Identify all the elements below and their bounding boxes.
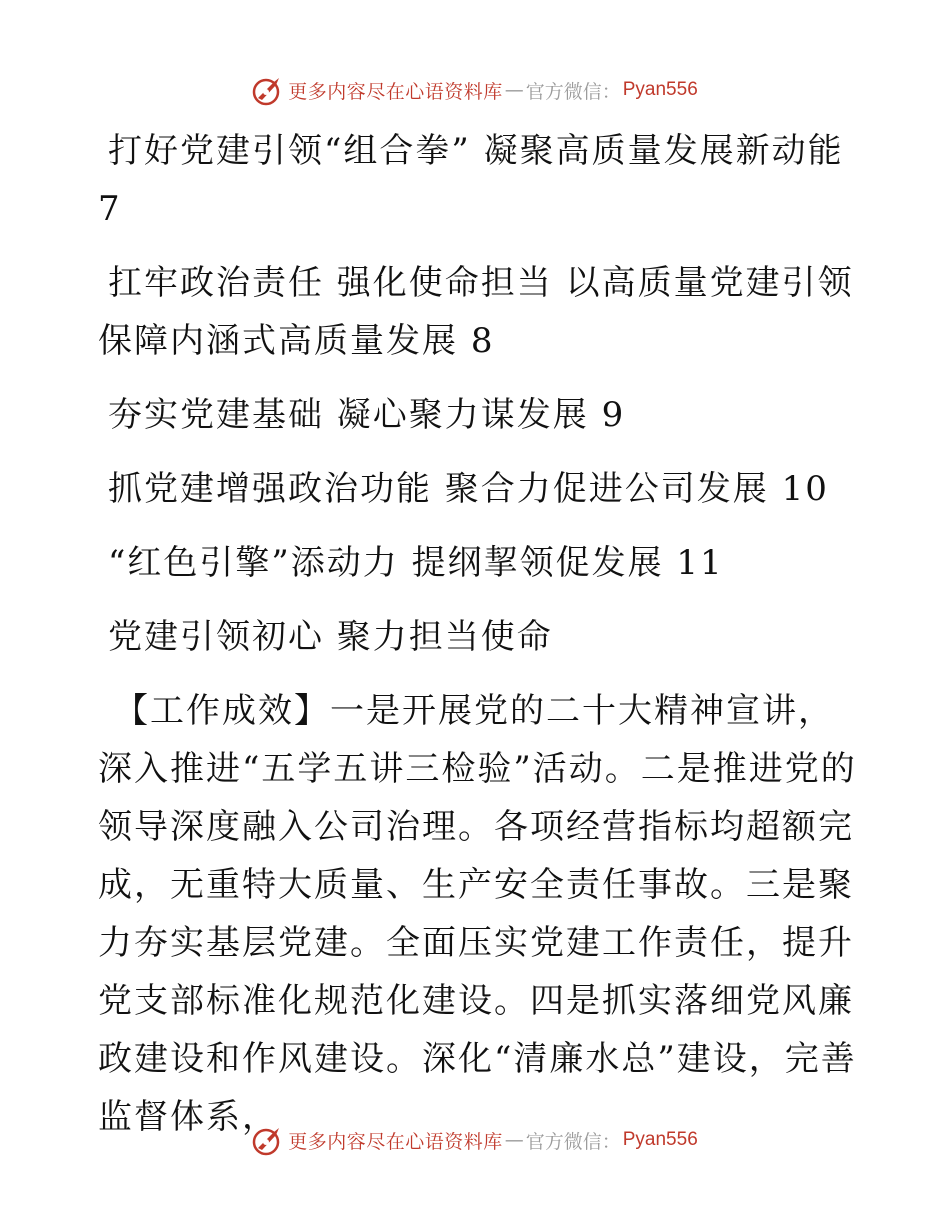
toc-entry-page: 7 (98, 189, 122, 229)
toc-entry-title: “红色引擎”添动力 提纲挈领促发展 (108, 543, 664, 583)
watermark-id: Pyan556 (622, 1129, 698, 1150)
toc-entry-page: 10 (781, 469, 829, 509)
section-heading (98, 608, 858, 666)
toc-entry-title: 扛牢政治责任 强化使命担当 以高质量党建引领保障内涵式高质量发展 (98, 263, 854, 361)
section-body-text: 【工作成效】一是开展党的二十大精神宣讲，深入推进“五学五讲三检验”活动。二是推进党的领导深度融入公司治理。各项经营指标均超额完成，无重特大质量、生产安全责任事故。三是聚力夯实基层党建。全面压实党建工作责任，提升党支部标准化规范化建设。四是抓实落细党风廉政建设和作风建设。深化“清廉水总”建设，完善监督体系， (98, 691, 857, 1137)
watermark-dash: — (504, 1129, 524, 1151)
watermark-sub-text: 官方微信： (525, 80, 621, 103)
watermark-id: Pyan556 (622, 79, 698, 100)
toc-entry-page: 9 (601, 395, 626, 435)
toc-entry (98, 122, 858, 238)
toc-entry (98, 386, 858, 444)
toc-entry (98, 460, 858, 518)
document-body (98, 122, 858, 1146)
pen-logo-icon (252, 1124, 284, 1156)
toc-entry (98, 534, 858, 592)
toc-entry-title: 夯实党建基础 凝心聚力谋发展 (108, 395, 589, 435)
section-heading-text: 党建引领初心 聚力担当使命 (108, 617, 553, 657)
watermark-main-text: 更多内容尽在心语资料库 (288, 80, 503, 103)
toc-entry-page: 11 (676, 543, 724, 583)
watermark-sub-text: 官方微信： (525, 1130, 621, 1153)
pen-logo-icon (252, 74, 284, 106)
toc-entry-title: 抓党建增强政治功能 聚合力促进公司发展 (108, 469, 769, 509)
watermark-dash: — (504, 79, 524, 101)
toc-entry-title: 打好党建引领“组合拳” 凝聚高质量发展新动能 (108, 131, 844, 171)
toc-entry (98, 254, 858, 370)
header-watermark (0, 70, 950, 110)
footer-watermark (0, 1120, 950, 1160)
section-body-paragraph (98, 682, 858, 1146)
toc-entry-page: 8 (470, 321, 495, 361)
watermark-main-text: 更多内容尽在心语资料库 (288, 1130, 503, 1153)
